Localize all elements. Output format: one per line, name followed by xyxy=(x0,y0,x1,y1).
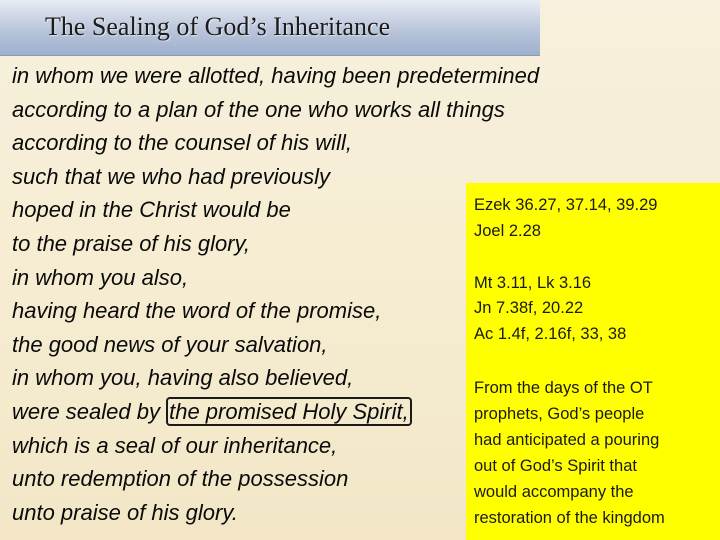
title-banner xyxy=(0,0,540,56)
note-line: From the days of the OT xyxy=(474,379,653,397)
verse-line: to the praise of his glory, xyxy=(12,230,251,256)
verse-line: in whom you, having also believed, xyxy=(12,365,354,391)
verse-line: hoped in the Christ would be xyxy=(12,197,291,223)
highlighted-phrase: the promised Holy Spirit, xyxy=(166,397,412,426)
slide-title: The Sealing of God’s Inheritance xyxy=(45,12,391,41)
verse-line-prefix: were sealed by xyxy=(12,398,167,424)
verse-line: having heard the word of the promise, xyxy=(12,298,382,324)
note-line: would accompany the xyxy=(474,483,634,501)
verse-line: according to a plan of the one who works all things xyxy=(12,96,505,122)
verse-line: in whom we were allotted, having been predetermined xyxy=(12,63,540,88)
reference-ezekiel: Ezek 36.27, 37.14, 39.29 xyxy=(474,196,658,214)
reference-acts: Ac 1.4f, 2.16f, 33, 38 xyxy=(474,325,627,343)
verse-line: unto praise of his glory. xyxy=(12,499,238,525)
verse-line: in whom you also, xyxy=(12,264,189,290)
verse-line: such that we who had previously xyxy=(12,163,330,189)
reference-matthew-luke: Mt 3.11, Lk 3.16 xyxy=(474,274,592,292)
note-line: out of God’s Spirit that xyxy=(474,457,637,475)
reference-john: Jn 7.38f, 20.22 xyxy=(474,299,584,317)
verse-line: the good news of your salvation, xyxy=(12,331,328,357)
note-line: restoration of the kingdom xyxy=(474,509,665,527)
verse-line: unto redemption of the possession xyxy=(12,466,349,492)
verse-line: according to the counsel of his will, xyxy=(12,130,352,156)
note-line: prophets, God’s people xyxy=(474,405,645,423)
verse-line-sealed xyxy=(12,395,482,429)
note-line: had anticipated a pouring xyxy=(474,431,660,449)
reference-joel: Joel 2.28 xyxy=(474,222,541,240)
verse-line: which is a seal of our inheritance, xyxy=(12,432,338,458)
